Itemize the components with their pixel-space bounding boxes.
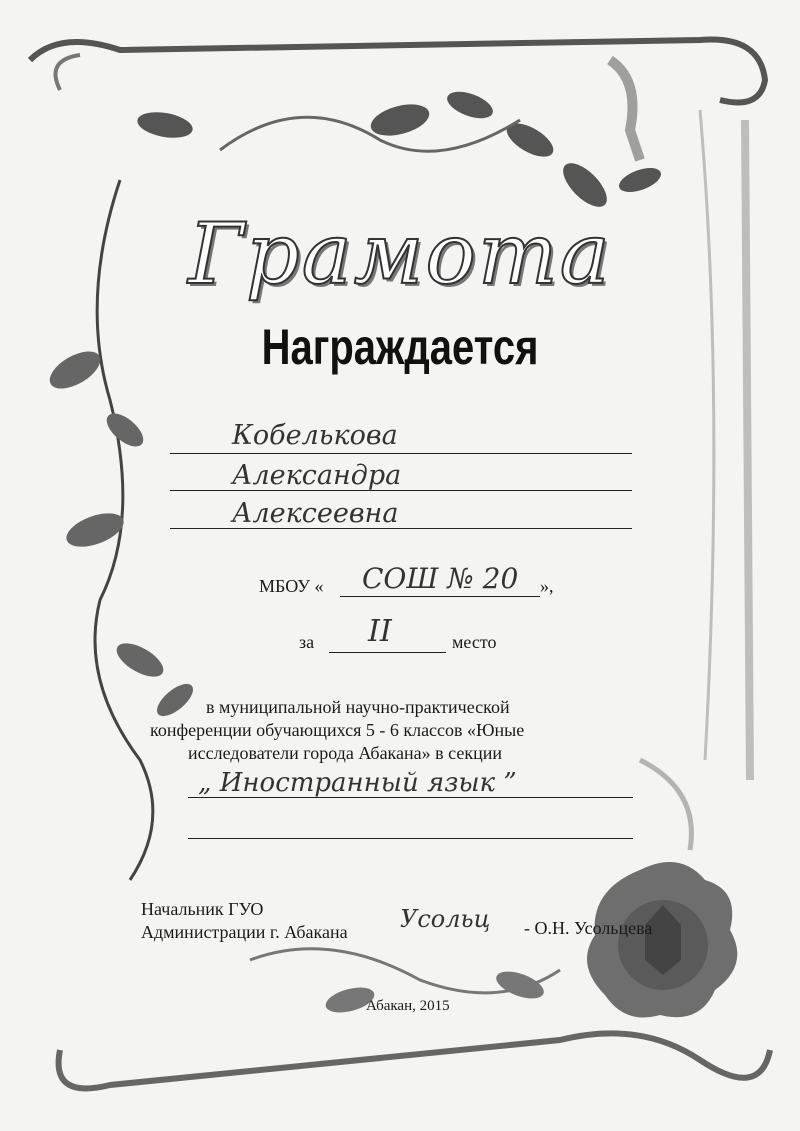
- certificate-title: Грамота: [188, 205, 612, 303]
- event-line-3: исследователи города Абакана» в секции: [188, 743, 502, 763]
- handwritten-signature: Усольц: [400, 905, 491, 933]
- top-scroll: [30, 40, 765, 103]
- wax-seal: [587, 862, 737, 1018]
- place-line: [329, 652, 446, 653]
- signer-title-line-2: Администрации г. Абакана: [141, 922, 348, 942]
- footer-place-year: Абакан, 2015: [366, 998, 450, 1014]
- signer-name: - О.Н. Усольцева: [524, 918, 653, 938]
- recipient-surname: Кобелькова: [232, 420, 398, 451]
- name-line-1: [170, 453, 632, 454]
- bottom-scroll: [59, 1033, 770, 1088]
- school-prefix: МБОУ «: [259, 576, 324, 596]
- event-line-2: конференции обучающихся 5 - 6 классов «Юные: [150, 720, 525, 740]
- signer-title-line-1: Начальник ГУО: [141, 899, 264, 919]
- section-line-2: [188, 838, 633, 839]
- place-prefix: за: [299, 632, 315, 652]
- place-suffix: место: [452, 632, 497, 652]
- school-name: СОШ № 20: [362, 562, 519, 595]
- recipient-patronymic: Алексеевна: [232, 498, 399, 529]
- awarded-heading: Награждается: [261, 319, 539, 375]
- recipient-first-name: Александра: [232, 460, 402, 491]
- place-value: II: [368, 614, 392, 649]
- oak-leaf-cluster-top: [135, 86, 664, 214]
- event-line-1: в муниципальной научно-практической: [206, 697, 510, 717]
- school-suffix: »,: [540, 576, 554, 596]
- section-name: „ Иностранный язык ”: [198, 768, 517, 798]
- school-line: [340, 596, 540, 597]
